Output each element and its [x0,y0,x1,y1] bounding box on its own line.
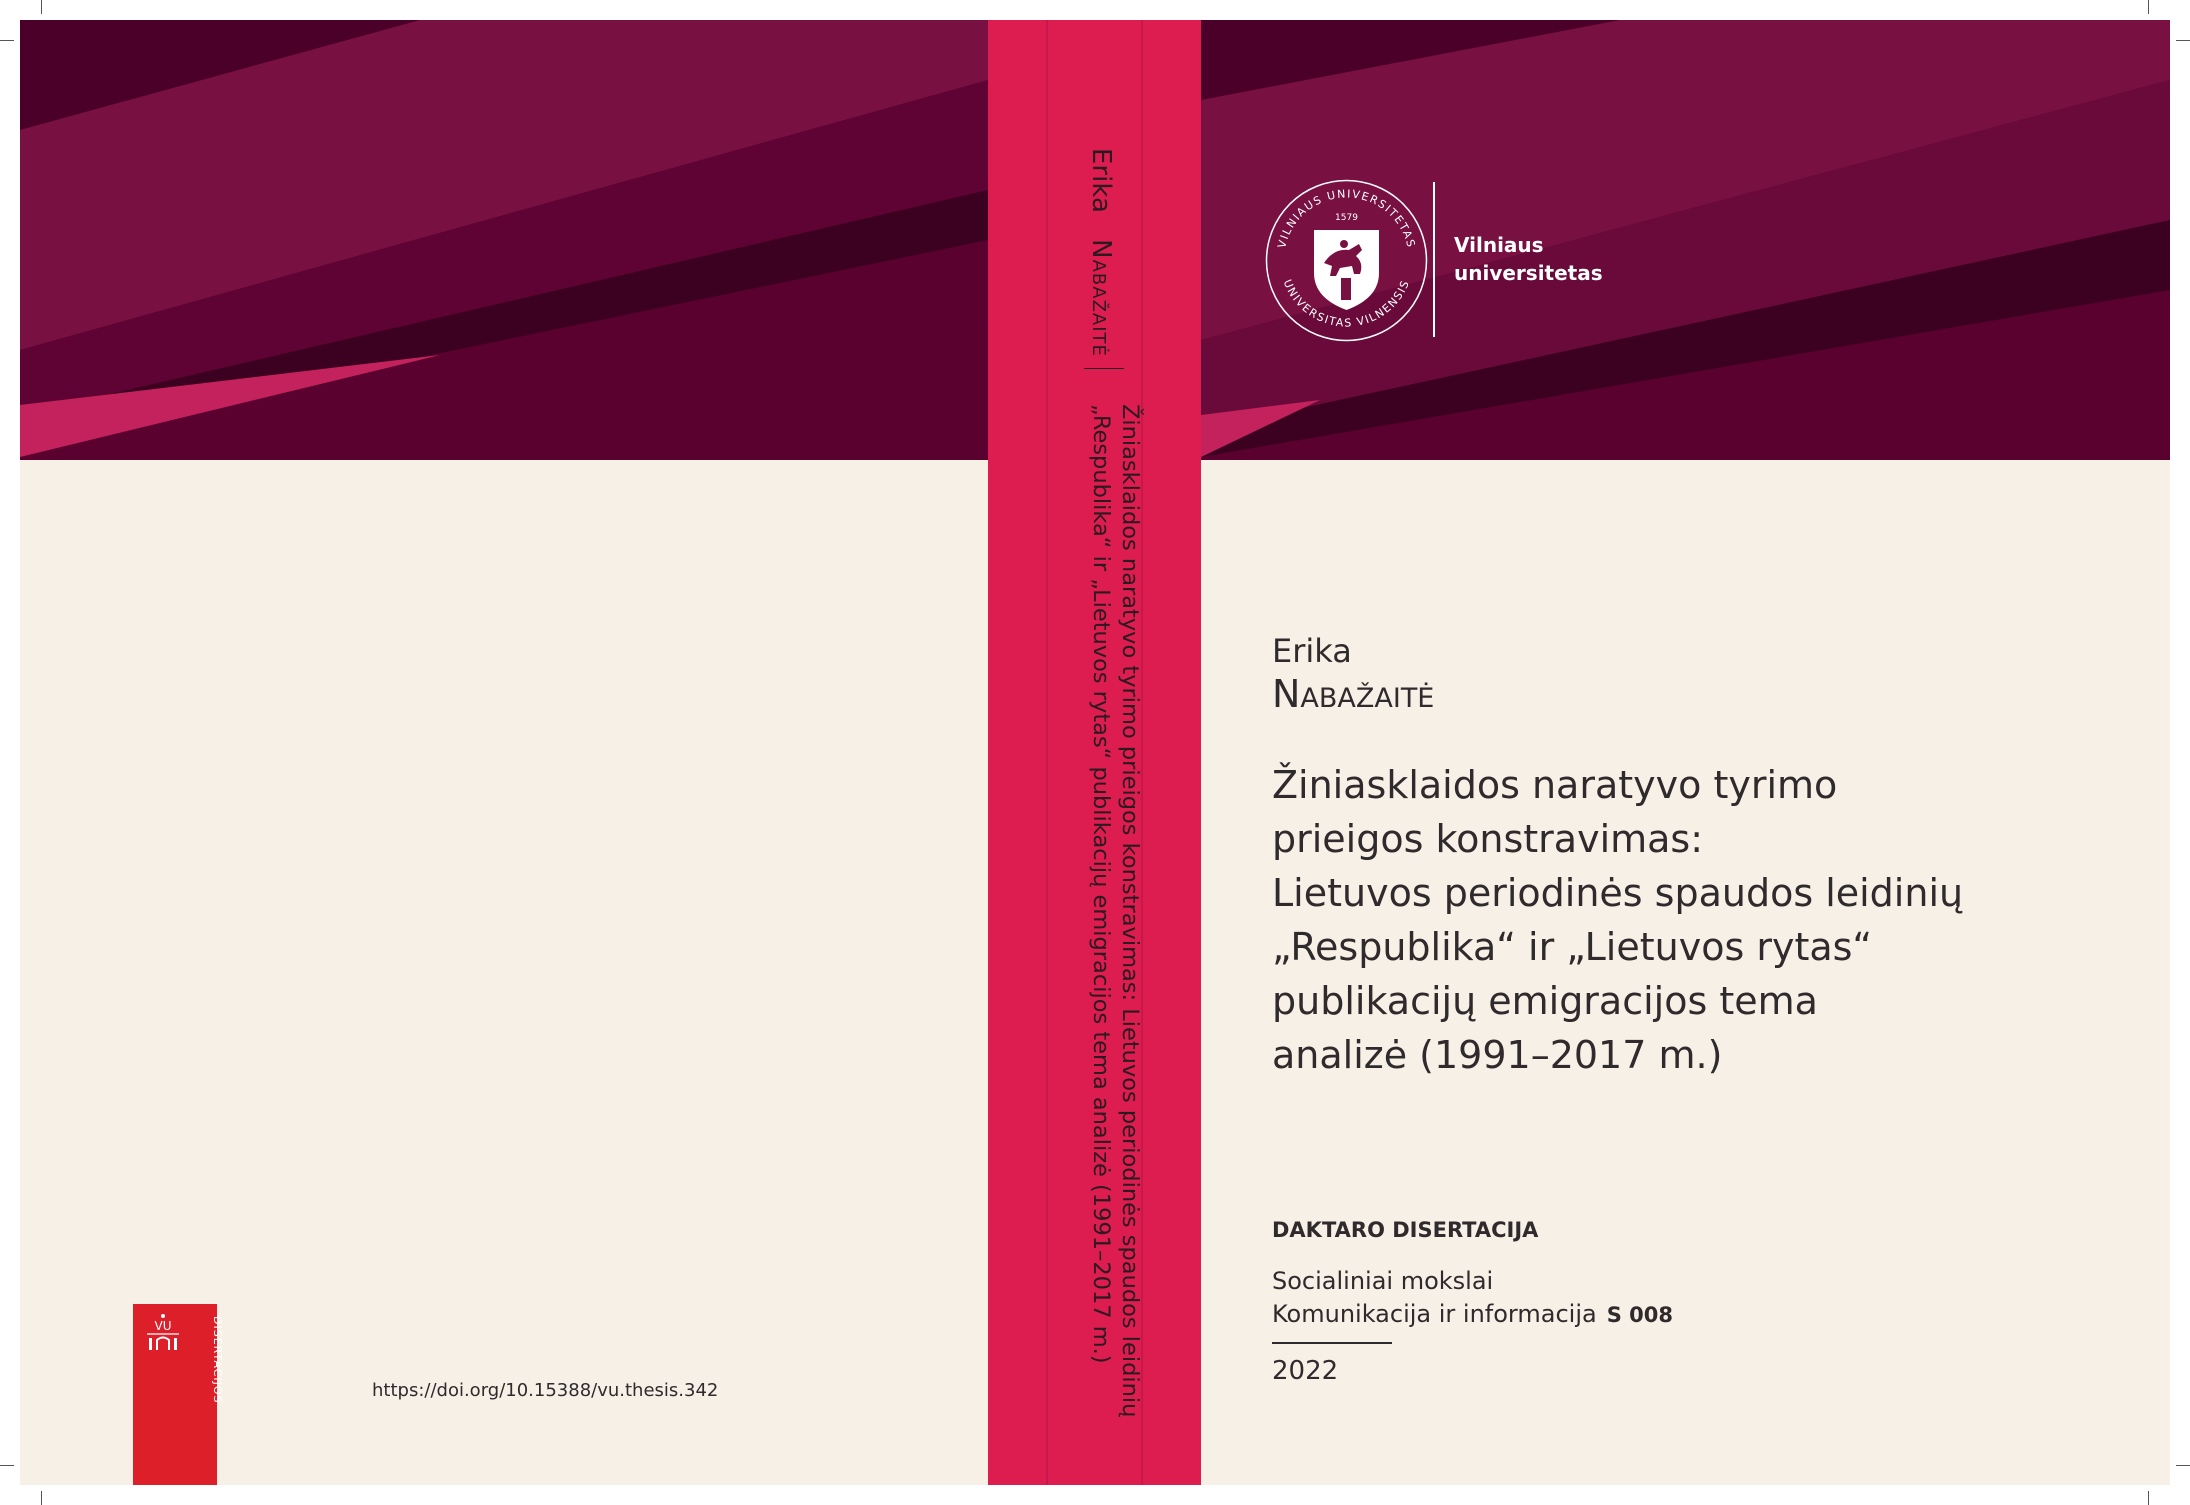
crop-mark [0,40,14,41]
spine-title-line: Žiniasklaidos naratyvo tyrimo prieigos konstravimas: Lietuvos periodinės spaudos leidinių [1117,404,1143,1418]
seal-year: 1579 [1335,213,1358,223]
seal-ring-bottom: UNIVERSITAS VILNENSIS [1280,277,1413,330]
dissertation-title [1272,758,1963,1082]
title-line: Lietuvos periodinės spaudos leidinių [1272,871,1964,915]
science-field-row [1272,1298,1673,1332]
crop-mark [2148,0,2149,14]
crop-mark [41,1491,42,1505]
university-name-line: universitetas [1454,261,1603,285]
degree-label: DAKTARO DISERTACIJA [1272,1218,1539,1242]
field-code: S 008 [1606,1303,1673,1327]
publication-year: 2022 [1272,1356,1339,1386]
title-line: „Respublika“ ir „Lietuvos rytas“ [1272,925,1873,969]
author-first-name: Erika [1272,632,1352,670]
title-line: analizė (1991–2017 m.) [1272,1033,1723,1077]
university-name [1454,231,1603,287]
logo-divider [1433,182,1435,337]
vu-series-logo-icon [141,1310,185,1354]
university-seal-icon [1264,178,1429,343]
series-label: DISERTACIJOS [211,1316,224,1404]
year-rule [1272,1342,1392,1344]
crop-mark [41,0,42,14]
university-name-line: Vilniaus [1454,233,1544,257]
title-line: publikacijų emigracijos tema [1272,979,1818,1023]
spine-title-line: „Respublika“ ir „Lietuvos rytas“ publikacijų emigracijos tema analizė (1991–2017 m.) [1088,404,1114,1364]
crop-mark [2148,1491,2149,1505]
science-field: Komunikacija ir informacija [1272,1300,1597,1328]
title-line: prieigos konstravimas: [1272,817,1704,861]
science-field-block [1272,1265,1673,1332]
spine-author-first: Erika [1086,148,1116,213]
author-last-name: Nabažaitė [1272,672,1435,716]
crop-mark [2176,1465,2190,1466]
crop-mark [2176,40,2190,41]
series-logo-text: VU [154,1319,172,1333]
crop-mark [0,1465,14,1466]
spine-fold-line [1046,20,1048,1485]
spine-divider [1084,368,1124,369]
book-cover-sheet [20,20,2170,1485]
seal-ring-top: VILNIAUS UNIVERSITETAS [1275,187,1418,250]
doi-link[interactable]: https://doi.org/10.15388/vu.thesis.342 [372,1380,719,1401]
science-area: Socialiniai mokslai [1272,1267,1494,1295]
spine-author-last: Nabažaitė [1086,239,1116,357]
spine-title [1086,404,1144,1417]
spine-author [1086,148,1116,357]
title-line: Žiniasklaidos naratyvo tyrimo [1272,763,1838,807]
